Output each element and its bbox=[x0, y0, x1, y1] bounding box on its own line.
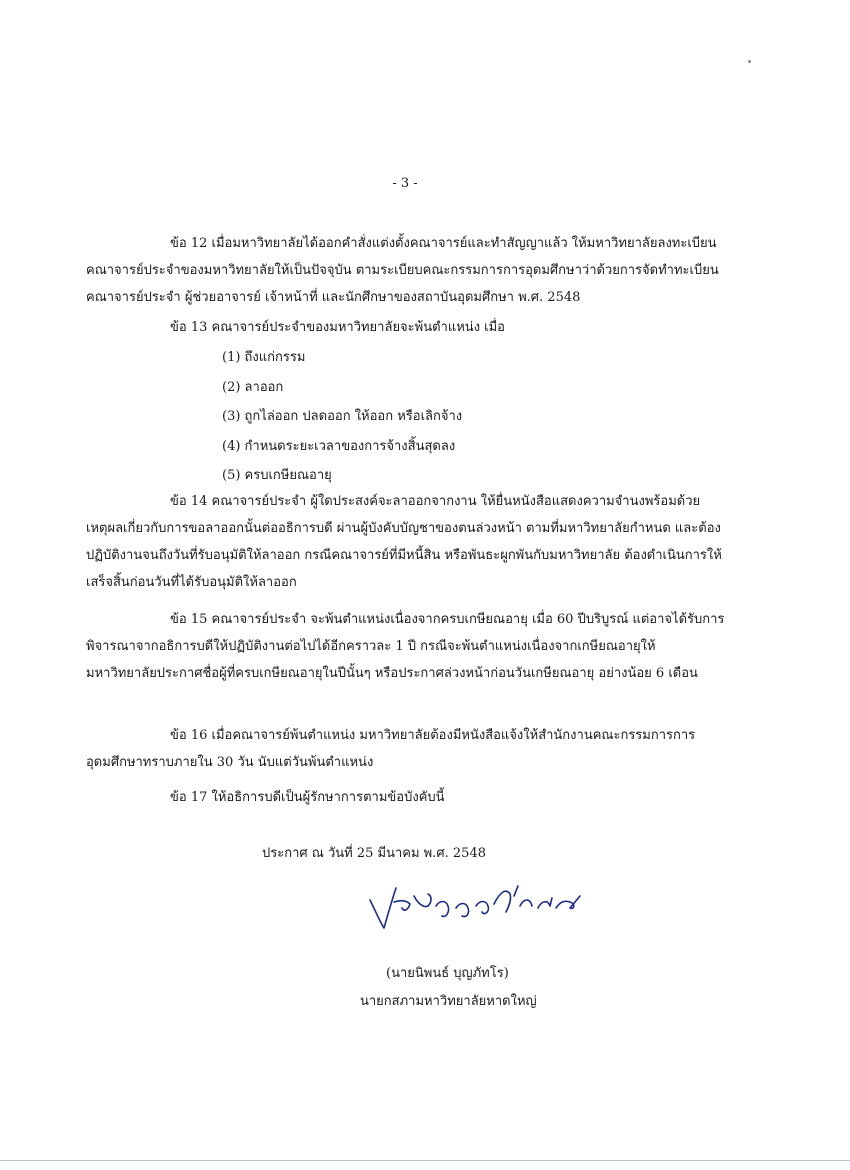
page-number: - 3 - bbox=[392, 176, 418, 191]
announcement-date: ประกาศ ณ วันที่ 25 มีนาคม พ.ศ. 2548 bbox=[262, 846, 486, 861]
scan-speck bbox=[748, 60, 751, 63]
clause-13-item-1: (1) ถึงแก่กรรม bbox=[222, 350, 306, 365]
signer-title: นายกสภามหาวิทยาลัยหาดใหญ่ bbox=[360, 994, 537, 1009]
signer-name: (นายนิพนธ์ บุญภัทโร) bbox=[386, 966, 509, 981]
clause-13-item-3: (3) ถูกไล่ออก ปลดออก ให้ออก หรือเลิกจ้าง bbox=[222, 409, 463, 424]
clause-13-item-2: (2) ลาออก bbox=[222, 380, 284, 395]
clause-13: ข้อ 13 คณาจารย์ประจำของมหาวิทยาลัยจะพ้นตำแหน่ง เมื่อ bbox=[170, 320, 505, 335]
handwritten-signature bbox=[366, 878, 596, 934]
clause-13-item-4: (4) กำหนดระยะเวลาของการจ้างสิ้นสุดลง bbox=[222, 439, 456, 454]
scan-edge-line bbox=[0, 1160, 850, 1161]
clause-13-item-5: (5) ครบเกษียณอายุ bbox=[222, 468, 332, 483]
clause-14: ข้อ 14 คณาจารย์ประจำ ผู้ใดประสงค์จะลาออกจากงาน ให้ยื่นหนังสือแสดงความจำนงพร้อมด้วยเหตุผลเกี่ยวกับการขอลาออกนั้นต่ออธิการบดี ผ่านผู้บังคับบัญชาของตนล่วงหน้า ตามที่มหาวิทยาลัยกำหนด และต้องปฏิบัติงานจนถึงวันที่รับอนุมัติให้ลาออก กรณีคณาจารย์ที่มีหนี้สิน หรือพันธะผูกพันกับมหาวิทยาลัย ต้องดำเนินการให้เสร็จสิ้นก่อนวันที่ได้รับอนุมัติให้ลาออก bbox=[86, 494, 722, 590]
clause-12: ข้อ 12 เมื่อมหาวิทยาลัยได้ออกคำสั่งแต่งตั้งคณาจารย์และทำสัญญาแล้ว ให้มหาวิทยาลัยลงทะเบียนคณาจารย์ประจำของมหาวิทยาลัยให้เป็นปัจจุบัน ตามระเบียบคณะกรรมการการอุดมศึกษาว่าด้วยการจัดทำทะเบียนคณาจารย์ประจำ ผู้ช่วยอาจารย์ เจ้าหน้าที่ และนักศึกษาของสถาบันอุดมศึกษา พ.ศ. 2548 bbox=[86, 236, 719, 305]
clause-17: ข้อ 17 ให้อธิการบดีเป็นผู้รักษาการตามข้อบังคับนี้ bbox=[170, 790, 445, 805]
clause-16: ข้อ 16 เมื่อคณาจารย์พ้นตำแหน่ง มหาวิทยาลัยต้องมีหนังสือแจ้งให้สำนักงานคณะกรรมการการอุดมศึกษาทราบภายใน 30 วัน นับแต่วันพ้นตำแหน่ง bbox=[86, 728, 696, 770]
clause-15: ข้อ 15 คณาจารย์ประจำ จะพ้นตำแหน่งเนื่องจากครบเกษียณอายุ เมื่อ 60 ปีบริบูรณ์ แต่อาจได้รับการพิจารณาจากอธิการบดีให้ปฏิบัติงานต่อไปได้อีกคราวละ 1 ปี กรณีจะพ้นตำแหน่งเนื่องจากเกษียณอายุให้มหาวิทยาลัยประกาศชื่อผู้ที่ครบเกษียณอายุในปีนั้นๆ หรือประกาศล่วงหน้าก่อนวันเกษียณอายุ อย่างน้อย 6 เดือน bbox=[86, 612, 725, 681]
